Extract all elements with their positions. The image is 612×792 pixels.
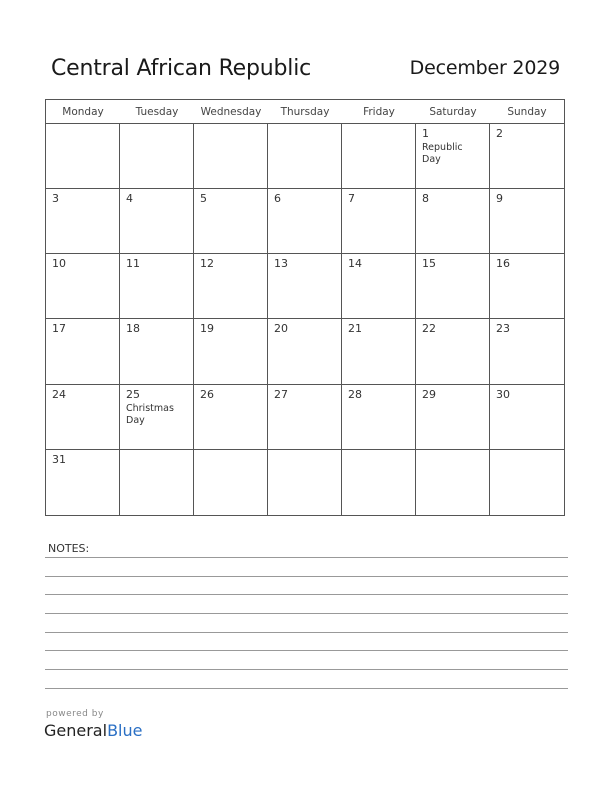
day-cell xyxy=(342,319,416,384)
day-number: 11 xyxy=(126,257,140,271)
day-cell xyxy=(194,124,268,189)
day-number: 19 xyxy=(200,322,214,336)
day-cell xyxy=(194,254,268,319)
day-cell xyxy=(416,189,490,254)
weekday-header: Sunday xyxy=(507,106,547,118)
weekday-header: Tuesday xyxy=(135,106,179,118)
day-cell xyxy=(490,189,564,254)
note-line xyxy=(45,576,568,577)
day-number: 29 xyxy=(422,387,436,401)
day-cell xyxy=(342,189,416,254)
day-cell xyxy=(194,385,268,450)
day-number: 12 xyxy=(200,257,214,271)
day-cell xyxy=(268,124,342,189)
day-cell xyxy=(416,254,490,319)
weekday-header: Friday xyxy=(363,106,395,118)
day-cell xyxy=(342,450,416,515)
day-cell xyxy=(268,254,342,319)
day-cell xyxy=(490,319,564,384)
weekday-header-row xyxy=(46,100,564,124)
holiday-label: Christmas Day xyxy=(126,402,174,426)
day-number: 8 xyxy=(422,192,429,206)
calendar-weeks xyxy=(46,124,564,515)
day-cell xyxy=(194,189,268,254)
day-cell xyxy=(46,450,120,515)
day-cell xyxy=(120,385,194,450)
day-number: 30 xyxy=(496,387,510,401)
day-cell xyxy=(490,385,564,450)
day-cell xyxy=(194,319,268,384)
note-line xyxy=(45,650,568,651)
day-number: 13 xyxy=(274,257,288,271)
day-number: 25 xyxy=(126,387,140,401)
weekday-header: Wednesday xyxy=(200,106,262,118)
day-cell xyxy=(120,254,194,319)
day-number: 20 xyxy=(274,322,288,336)
day-number: 5 xyxy=(200,192,207,206)
day-cell xyxy=(416,450,490,515)
day-cell xyxy=(46,385,120,450)
day-number: 15 xyxy=(422,257,436,271)
weekday-header: Saturday xyxy=(429,106,477,118)
note-line xyxy=(45,557,568,558)
calendar-country-title: Central African Republic xyxy=(51,56,312,81)
note-line xyxy=(45,632,568,633)
day-cell xyxy=(120,450,194,515)
day-number: 1 xyxy=(422,127,429,140)
brand-general: General xyxy=(44,721,108,740)
day-cell xyxy=(46,254,120,319)
note-line xyxy=(45,669,568,670)
day-number: 4 xyxy=(126,192,133,206)
day-cell xyxy=(120,124,194,189)
day-cell xyxy=(416,319,490,384)
calendar-grid xyxy=(45,99,565,516)
day-number: 7 xyxy=(348,192,355,206)
weekday-header: Monday xyxy=(62,106,104,118)
day-cell xyxy=(490,450,564,515)
note-line xyxy=(45,688,568,689)
weekday-header: Thursday xyxy=(280,106,330,118)
day-cell xyxy=(268,450,342,515)
day-number: 9 xyxy=(496,192,503,206)
day-number: 2 xyxy=(496,127,503,140)
powered-by-text: powered by xyxy=(46,709,104,719)
day-cell xyxy=(46,189,120,254)
day-cell xyxy=(194,450,268,515)
day-cell xyxy=(342,124,416,189)
day-number: 6 xyxy=(274,192,281,206)
generalblue-logo[interactable] xyxy=(44,721,142,740)
holiday-label: Republic Day xyxy=(422,142,463,165)
day-cell xyxy=(416,124,490,189)
day-number: 10 xyxy=(52,257,66,271)
day-number: 24 xyxy=(52,387,66,401)
day-number: 17 xyxy=(52,322,66,336)
note-line xyxy=(45,594,568,595)
day-number: 3 xyxy=(52,192,59,206)
day-number: 28 xyxy=(348,387,362,401)
day-number: 23 xyxy=(496,322,510,336)
day-cell xyxy=(490,254,564,319)
day-cell xyxy=(342,385,416,450)
day-cell xyxy=(120,189,194,254)
day-cell xyxy=(46,319,120,384)
day-cell xyxy=(268,385,342,450)
day-cell xyxy=(46,124,120,189)
day-number: 26 xyxy=(200,387,214,401)
note-line xyxy=(45,613,568,614)
day-cell xyxy=(416,385,490,450)
day-number: 18 xyxy=(126,322,140,336)
day-number: 14 xyxy=(348,257,362,271)
day-number: 22 xyxy=(422,322,436,336)
notes-label: NOTES: xyxy=(48,542,90,555)
day-number: 21 xyxy=(348,322,362,336)
calendar-month-title: December 2029 xyxy=(409,57,560,79)
day-number: 27 xyxy=(274,387,288,401)
day-number: 31 xyxy=(52,452,66,466)
day-cell xyxy=(268,189,342,254)
day-cell xyxy=(490,124,564,189)
day-number: 16 xyxy=(496,257,510,271)
day-cell xyxy=(342,254,416,319)
day-cell xyxy=(268,319,342,384)
day-cell xyxy=(120,319,194,384)
brand-blue: Blue xyxy=(107,721,143,740)
